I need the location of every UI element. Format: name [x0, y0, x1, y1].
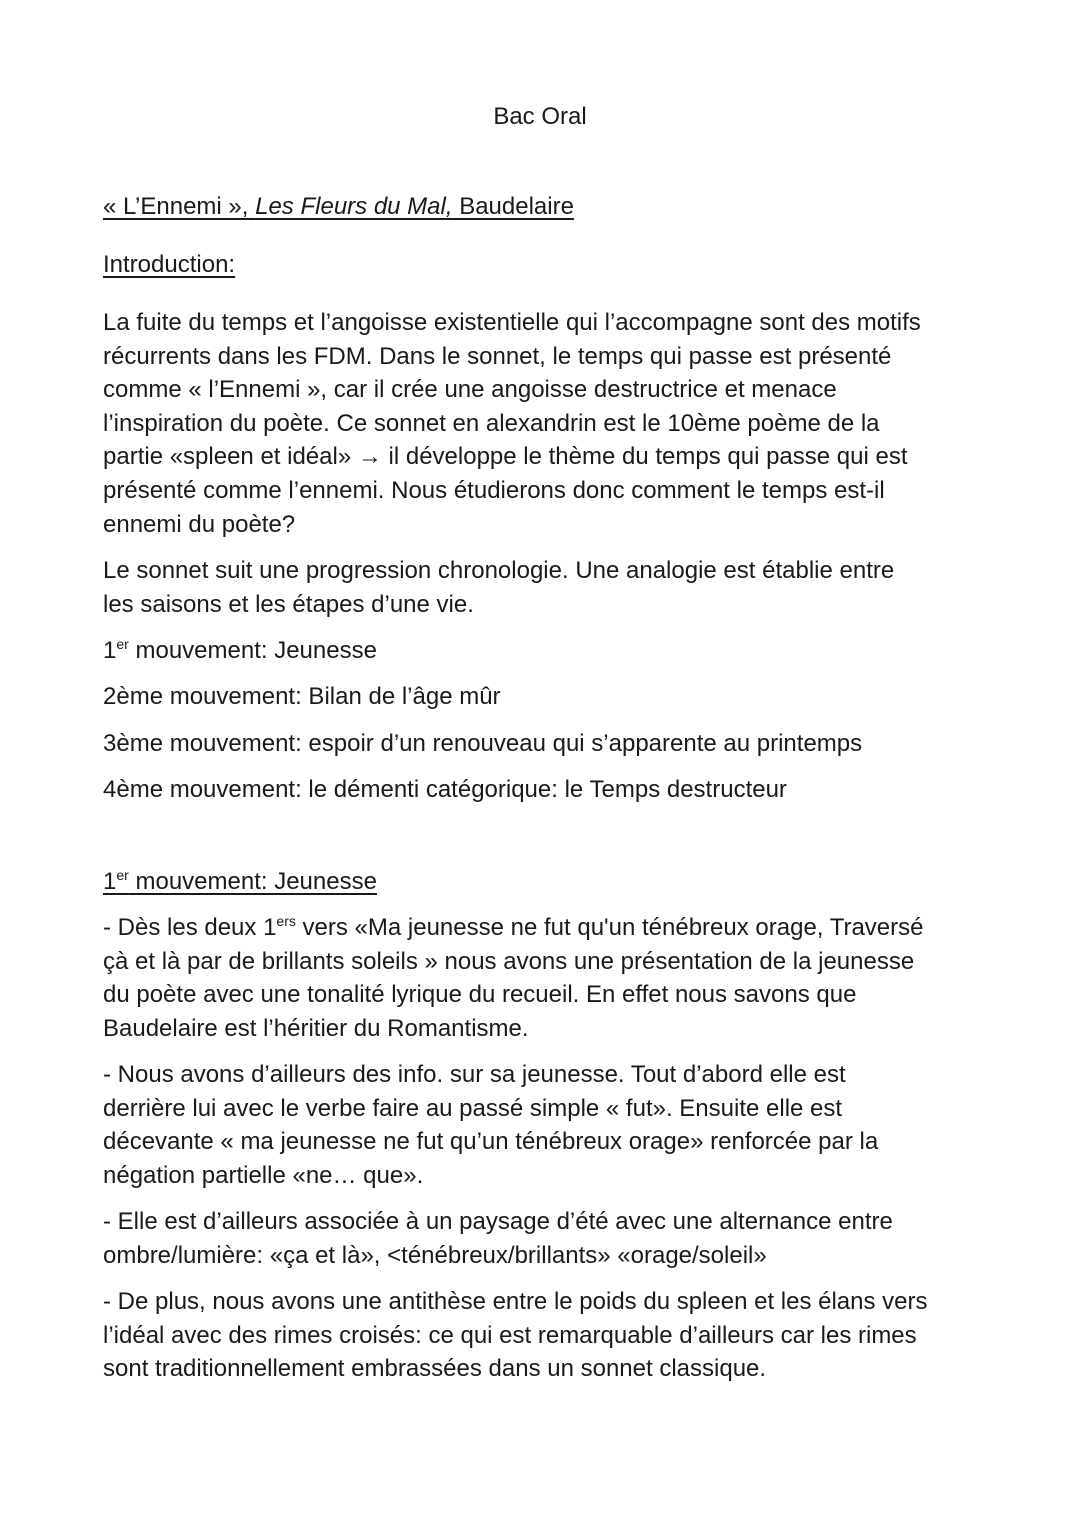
text-line: - Elle est d’ailleurs associée à un paysage d’été avec une alternance entre [103, 1208, 893, 1235]
analysis-paragraph-3 [103, 1205, 1003, 1272]
work-author: Baudelaire [452, 193, 574, 220]
analysis-paragraph-4 [103, 1285, 1003, 1386]
text-line: - Nous avons d’ailleurs des info. sur sa jeunesse. Tout d’abord elle est [103, 1061, 846, 1088]
work-reference [103, 190, 1003, 224]
document-title: Bac Oral [493, 103, 587, 130]
text-line: Baudelaire est l’héritier du Romantisme. [103, 1014, 529, 1042]
text-line: - De plus, nous avons une antithèse entre le poids du spleen et les élans vers [103, 1288, 928, 1315]
introduction-paragraph [103, 306, 1003, 541]
text-line: çà et là par de brillants soleils » nous avons une présentation de la jeunesse [103, 947, 915, 975]
work-title: « L’Ennemi », [103, 193, 256, 220]
movement-4: 4ème mouvement: le démenti catégorique: le Temps destructeur [103, 776, 787, 803]
text-line: du poète avec une tonalité lyrique du recueil. En effet nous savons que [103, 981, 857, 1009]
movement-2: 2ème mouvement: Bilan de l’âge mûr [103, 683, 501, 710]
text-line: La fuite du temps et l’angoisse existentielle qui l’accompagne sont des motifs [103, 309, 921, 336]
text-line: - Dès les deux 1ers vers «Ma jeunesse ne fut qu'un ténébreux orage, Traversé [103, 913, 924, 941]
movement-3: 3ème mouvement: espoir d’un renouveau qui s’apparente au printemps [103, 730, 863, 757]
analysis-paragraph-1 [103, 911, 1003, 1045]
text-line: comme « l’Ennemi », car il crée une angoisse destructrice et menace [103, 376, 837, 404]
text-line: récurrents dans les FDM. Dans le sonnet, le temps qui passe est présenté [103, 342, 892, 370]
text-line: l’inspiration du poète. Ce sonnet en alexandrin est le 10ème poème de la [103, 409, 880, 437]
analysis-paragraph-2 [103, 1058, 1003, 1192]
movement-1: 1er mouvement: Jeunesse [103, 636, 377, 664]
text-line: présenté comme l’ennemi. Nous étudierons donc comment le temps est-il [103, 476, 885, 504]
text-line: sont traditionnellement embrassées dans un sonnet classique. [103, 1355, 767, 1383]
text-line: Le sonnet suit une progression chronologie. Une analogie est établie entre [103, 557, 895, 584]
text-line: décevante « ma jeunesse ne fut qu’un ténébreux orage» renforcée par la [103, 1128, 879, 1156]
text-line: les saisons et les étapes d’une vie. [103, 590, 474, 618]
progression-paragraph [103, 554, 1003, 621]
text-line: ombre/lumière: «ça et là», <ténébreux/brillants» «orage/soleil» [103, 1241, 767, 1269]
text-line: négation partielle «ne… que». [103, 1161, 424, 1189]
collection-title: Les Fleurs du Mal, [255, 193, 453, 220]
introduction-heading: Introduction: [103, 251, 236, 278]
text-line: derrière lui avec le verbe faire au passé simple « fut». Ensuite elle est [103, 1094, 843, 1122]
text-line: l’idéal avec des rimes croisés: ce qui est remarquable d’ailleurs car les rimes [103, 1321, 917, 1349]
text-line: partie «spleen et idéal» → il développe le thème du temps qui passe qui est [103, 443, 908, 471]
section-heading: 1er mouvement: Jeunesse [103, 867, 377, 895]
text-line: ennemi du poète? [103, 510, 296, 538]
